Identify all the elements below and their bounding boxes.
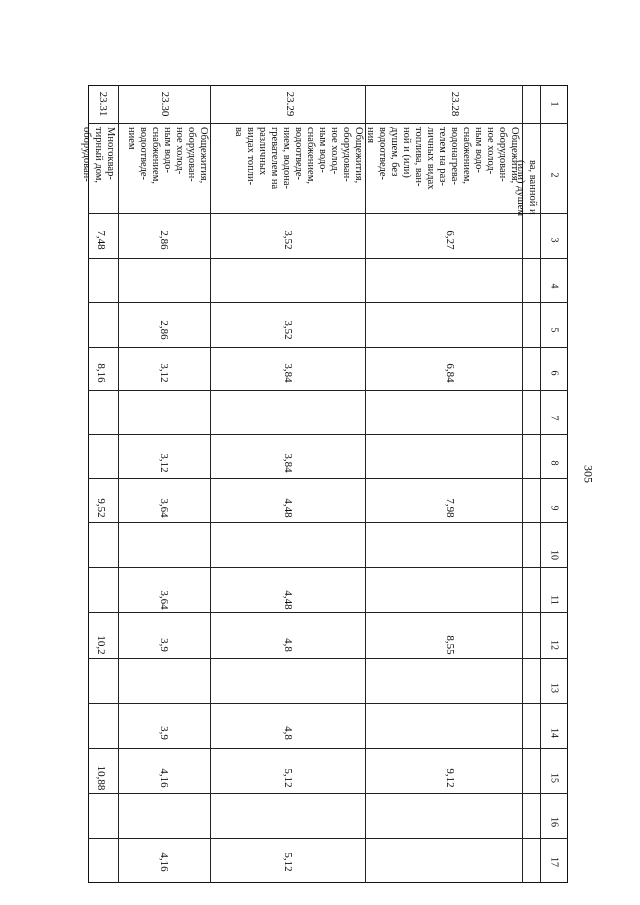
value-cell: 6,84 (444, 363, 456, 383)
value-cell: 7,98 (444, 498, 456, 518)
grid-line (88, 748, 568, 749)
value-cell: 3,12 (158, 363, 170, 383)
row-id: 23.31 (97, 91, 109, 117)
grid-line (88, 793, 568, 794)
value-cell: 4,8 (282, 726, 294, 740)
column-number: 8 (548, 460, 560, 466)
value-cell: 4,8 (282, 638, 294, 652)
grid-line (88, 258, 568, 259)
column-number: 9 (548, 505, 560, 511)
value-cell: 3,64 (158, 498, 170, 518)
value-cell: 5,12 (282, 852, 294, 872)
row-id: 23.29 (284, 91, 296, 117)
continuation-text: ва, ванной и (или) душем (515, 160, 538, 217)
column-number: 4 (548, 283, 560, 289)
column-number: 14 (548, 728, 560, 738)
value-cell: 4,16 (158, 852, 170, 872)
grid-line (88, 522, 568, 523)
row-id: 23.28 (449, 91, 461, 117)
grid-line (88, 612, 568, 613)
value-cell: 3,52 (282, 320, 294, 340)
value-cell: 3,9 (158, 638, 170, 652)
value-cell: 4,48 (282, 590, 294, 610)
column-number: 17 (548, 857, 560, 867)
value-cell: 3,52 (282, 230, 294, 250)
column-number: 2 (548, 172, 560, 178)
row-description: Общежития, оборудован- ное холод- ным водо- снабжением, водонагрева- телем на раз- личных видах топлива, ван- ной и (или) душем, без водоотведе- ния (365, 127, 520, 190)
value-cell: 4,16 (158, 768, 170, 788)
value-cell: 3,12 (158, 453, 170, 473)
column-number: 15 (548, 773, 560, 783)
value-cell: 6,27 (444, 230, 456, 250)
column-number: 3 (548, 237, 560, 243)
value-cell: 2,86 (158, 320, 170, 340)
column-number: 1 (548, 101, 560, 107)
grid-line (88, 838, 568, 839)
value-cell: 3,9 (158, 726, 170, 740)
column-number: 10 (548, 550, 560, 560)
column-number: 11 (548, 595, 560, 605)
value-cell: 10,88 (95, 765, 107, 791)
grid-line (88, 478, 568, 479)
value-cell: 3,84 (282, 363, 294, 383)
row-description: Общежития, оборудован- ное холод- ным водо- снабжением, водоотведе- нием, водона- гревателем на различных видах топли- ва (233, 127, 364, 190)
grid-line (88, 347, 568, 348)
grid-line (365, 85, 366, 883)
row-description: Многоквар- тирный дом, оборудован- (81, 127, 116, 184)
grid-line (88, 658, 568, 659)
value-cell: 8,55 (444, 635, 456, 655)
column-number: 12 (548, 640, 560, 650)
grid-line (88, 302, 568, 303)
grid-line (88, 390, 568, 391)
tariff-table (88, 85, 568, 883)
grid-line (210, 85, 211, 883)
value-cell: 10,2 (95, 635, 107, 655)
value-cell: 8,16 (95, 363, 107, 383)
column-number: 13 (548, 683, 560, 693)
value-cell: 9,52 (95, 498, 107, 518)
value-cell: 7,48 (95, 230, 107, 250)
page-number: 305 (581, 465, 596, 483)
grid-line (88, 703, 568, 704)
grid-line (540, 85, 541, 883)
value-cell: 5,12 (282, 768, 294, 788)
row-description: Общежития, оборудован- ное холод- ным водо- снабжением, водоотведе- нием (126, 127, 209, 184)
grid-line (88, 434, 568, 435)
column-number: 6 (548, 370, 560, 376)
value-cell: 9,12 (444, 768, 456, 788)
value-cell: 2,86 (158, 230, 170, 250)
value-cell: 3,64 (158, 590, 170, 610)
grid-line (88, 213, 568, 214)
grid-line (88, 123, 568, 124)
row-id: 23.30 (159, 91, 171, 117)
value-cell: 3,84 (282, 453, 294, 473)
value-cell: 4,48 (282, 498, 294, 518)
grid-line (88, 567, 568, 568)
column-number: 7 (548, 415, 560, 421)
grid-line (118, 85, 119, 883)
column-number: 16 (548, 817, 560, 827)
column-number: 5 (548, 327, 560, 333)
